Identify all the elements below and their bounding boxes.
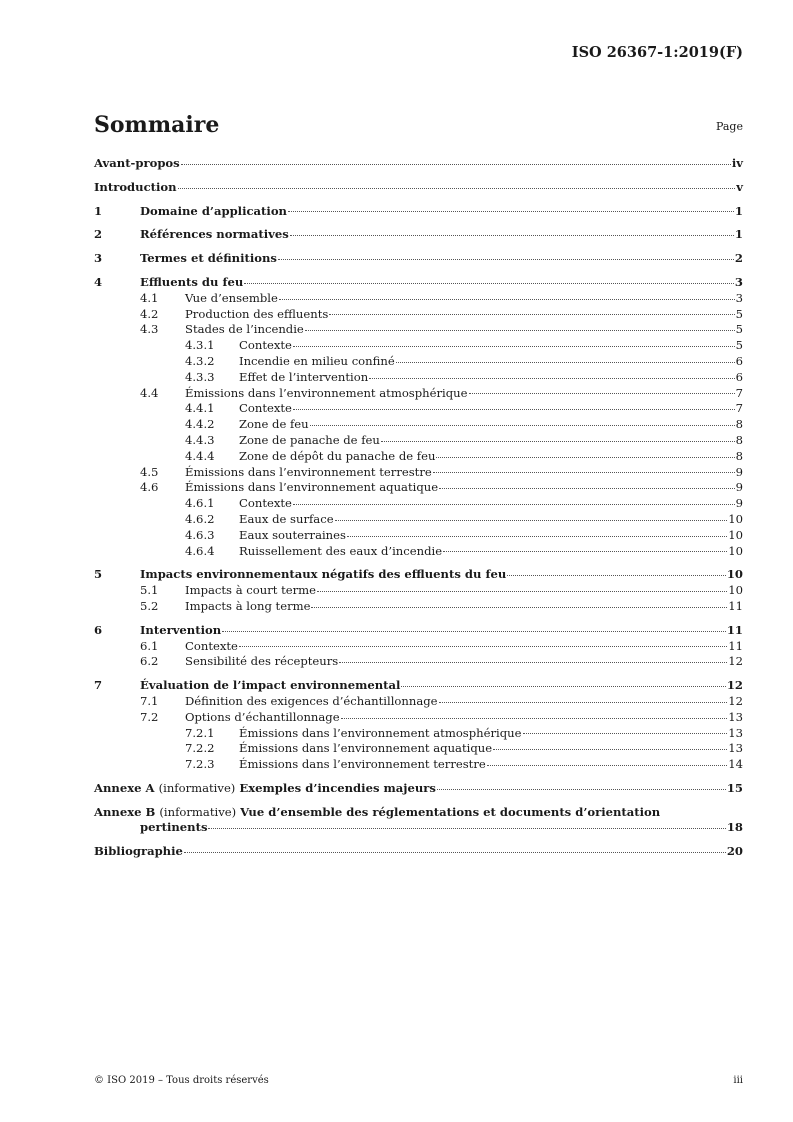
leader-dots [437, 789, 726, 790]
leader-dots [401, 686, 725, 687]
leader-dots [381, 441, 735, 442]
toc-entry-annex-b[interactable]: Annexe B (informative) Vue d’ensemble des réglementations et documents d’orientation pertinents 18 [94, 804, 743, 835]
toc-entry-4-4-3[interactable]: 4.4.3 Zone de panache de feu 8 [185, 432, 743, 447]
toc-entry-avant-propos[interactable]: Avant-propos iv [94, 156, 743, 170]
toc-entry-5-1[interactable]: 5.1 Impacts à court terme 10 [140, 583, 743, 598]
leader-dots [293, 409, 735, 410]
leader-dots [493, 749, 727, 750]
toc-entry-7-2-2[interactable]: 7.2.2 Émissions dans l’environnement aquatique 13 [185, 741, 743, 756]
leader-dots [317, 591, 727, 592]
toc-entry-annex-a[interactable]: Annexe A (informative) Exemples d’incendies majeurs 15 [94, 780, 743, 795]
toc-entry-section-4[interactable]: 4 Effluents du feu 3 [94, 274, 743, 289]
leader-dots [244, 283, 734, 284]
leader-dots [436, 457, 734, 458]
leader-dots [433, 472, 735, 473]
leader-dots [278, 259, 734, 260]
toc-entry-4-2[interactable]: 4.2 Production des effluents 5 [140, 306, 743, 321]
toc-entry-section-3[interactable]: 3 Termes et définitions 2 [94, 251, 743, 266]
toc-entry-section-5[interactable]: 5 Impacts environnementaux négatifs des effluents du feu 10 [94, 567, 743, 582]
leader-dots [239, 646, 727, 647]
leader-dots [396, 362, 735, 363]
leader-dots [439, 488, 735, 489]
leader-dots [208, 828, 725, 829]
toc-entry-7-2[interactable]: 7.2 Options d’échantillonnage 13 [140, 709, 743, 724]
toc-entry-4-6[interactable]: 4.6 Émissions dans l’environnement aquatique 9 [140, 480, 743, 495]
toc-entry-4-3-2[interactable]: 4.3.2 Incendie en milieu confiné 6 [185, 353, 743, 368]
toc-entry-4-6-3[interactable]: 4.6.3 Eaux souterraines 10 [185, 527, 743, 542]
toc-entry-4-1[interactable]: 4.1 Vue d’ensemble 3 [140, 290, 743, 305]
toc-entry-6-1[interactable]: 6.1 Contexte 11 [140, 638, 743, 653]
toc-entry-4-4-1[interactable]: 4.4.1 Contexte 7 [185, 401, 743, 416]
toc-entry-4-3-3[interactable]: 4.3.3 Effet de l’intervention 6 [185, 369, 743, 384]
table-of-contents [94, 156, 743, 860]
leader-dots [222, 631, 726, 632]
toc-entry-4-4[interactable]: 4.4 Émissions dans l’environnement atmosphérique 7 [140, 385, 743, 400]
document-header-standard: ISO 26367-1:2019(F) [571, 44, 743, 61]
leader-dots [439, 702, 728, 703]
leader-dots [341, 718, 728, 719]
leader-dots [507, 575, 726, 576]
toc-entry-section-1[interactable]: 1 Domaine d’application 1 [94, 203, 743, 218]
toc-entry-section-7[interactable]: 7 Évaluation de l’impact environnemental 12 [94, 678, 743, 693]
toc-entry-4-4-2[interactable]: 4.4.2 Zone de feu 8 [185, 417, 743, 432]
toc-entry-4-4-4[interactable]: 4.4.4 Zone de dépôt du panache de feu 8 [185, 448, 743, 463]
toc-entry-introduction[interactable]: Introduction v [94, 179, 743, 194]
toc-entry-section-2[interactable]: 2 Références normatives 1 [94, 227, 743, 242]
toc-entry-7-2-1[interactable]: 7.2.1 Émissions dans l’environnement atmosphérique 13 [185, 725, 743, 740]
toc-entry-bibliographie[interactable]: Bibliographie 20 [94, 844, 743, 859]
leader-dots [339, 662, 727, 663]
page-column-label: Page [715, 120, 743, 133]
leader-dots [305, 330, 735, 331]
footer-copyright: © ISO 2019 – Tous droits réservés [94, 1075, 269, 1086]
page-title: Sommaire [94, 112, 220, 138]
leader-dots [311, 607, 727, 608]
leader-dots [523, 733, 728, 734]
leader-dots [443, 551, 727, 552]
toc-entry-4-6-1[interactable]: 4.6.1 Contexte 9 [185, 496, 743, 511]
footer-page-number: iii [733, 1075, 743, 1086]
leader-dots [347, 536, 727, 537]
leader-dots [279, 299, 735, 300]
toc-entry-4-3[interactable]: 4.3 Stades de l’incendie 5 [140, 322, 743, 337]
leader-dots [184, 852, 726, 853]
leader-dots [487, 765, 728, 766]
leader-dots [288, 211, 734, 212]
leader-dots [329, 314, 734, 315]
leader-dots [369, 378, 734, 379]
leader-dots [335, 520, 728, 521]
leader-dots [310, 425, 735, 426]
leader-dots [469, 393, 735, 394]
toc-entry-4-6-2[interactable]: 4.6.2 Eaux de surface 10 [185, 511, 743, 526]
leader-dots [293, 346, 735, 347]
toc-entry-4-5[interactable]: 4.5 Émissions dans l’environnement terrestre 9 [140, 464, 743, 479]
toc-entry-section-6[interactable]: 6 Intervention 11 [94, 622, 743, 637]
toc-entry-6-2[interactable]: 6.2 Sensibilité des récepteurs 12 [140, 654, 743, 669]
leader-dots [178, 188, 736, 189]
leader-dots [293, 504, 735, 505]
toc-entry-5-2[interactable]: 5.2 Impacts à long terme 11 [140, 598, 743, 613]
toc-entry-7-2-3[interactable]: 7.2.3 Émissions dans l’environnement terrestre 14 [185, 757, 743, 772]
leader-dots [290, 235, 734, 236]
leader-dots [181, 164, 731, 165]
toc-entry-4-6-4[interactable]: 4.6.4 Ruissellement des eaux d’incendie 10 [185, 543, 743, 558]
toc-entry-4-3-1[interactable]: 4.3.1 Contexte 5 [185, 338, 743, 353]
toc-entry-7-1[interactable]: 7.1 Définition des exigences d’échantillonnage 12 [140, 693, 743, 708]
